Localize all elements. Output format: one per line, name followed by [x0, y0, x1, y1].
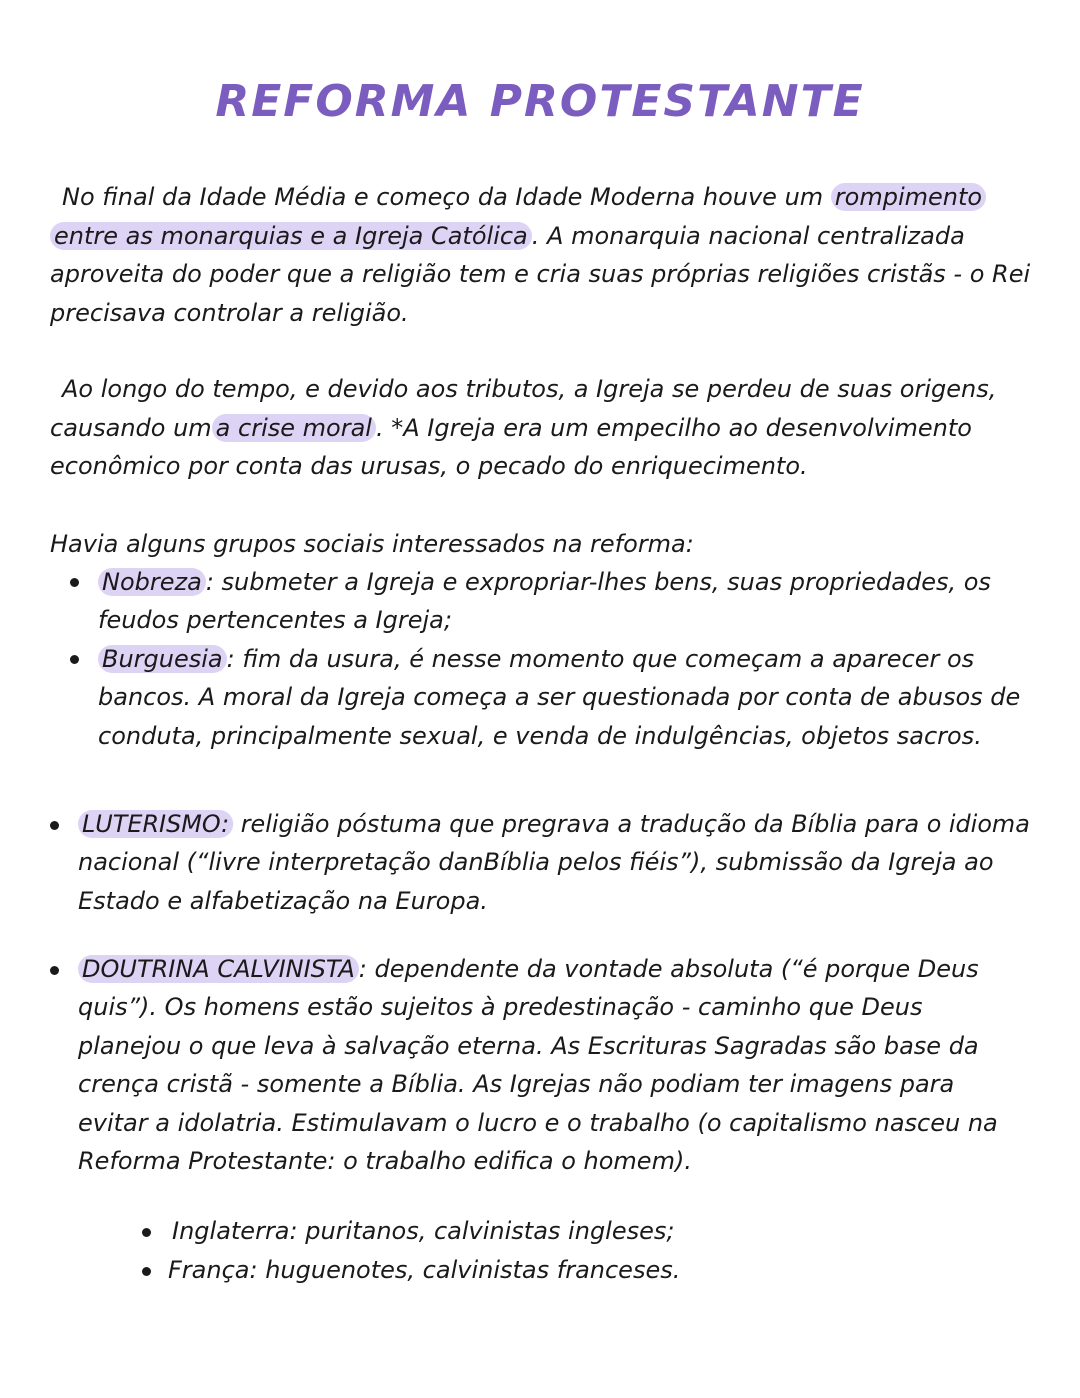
- calvinismo-line-1: [78, 950, 979, 988]
- text: . *A Igreja era um empecilho ao desenvolvimento: [375, 414, 972, 442]
- page-title: REFORMA PROTESTANTE: [215, 76, 865, 127]
- p1-line-1: [62, 178, 986, 216]
- text: . A monarquia nacional centralizada: [531, 222, 965, 250]
- bullet-icon: [50, 966, 59, 975]
- luterismo-line-2: nacional (“livre interpretação danBíblia pelos fiéis”), submissão da Igreja ao: [78, 848, 994, 876]
- calvinismo-line-5: evitar a idolatria. Estimulavam o lucro e o trabalho (o capitalismo nasceu na: [78, 1109, 998, 1137]
- p2-line-2: [50, 409, 972, 447]
- text: No final da Idade Média e começo da Idade Moderna houve um: [62, 183, 831, 211]
- p1-line-2: [50, 217, 965, 255]
- text: : submeter a Igreja e expropriar-lhes bens, suas propriedades, os: [205, 568, 991, 596]
- text: : dependente da vontade absoluta (“é porque Deus: [358, 955, 979, 983]
- highlight-monarquias: entre as monarquias e a Igreja Católica: [50, 222, 532, 250]
- burguesia-line-3: conduta, principalmente sexual, e venda de indulgências, objetos sacros.: [98, 722, 982, 750]
- bullet-icon: [50, 821, 59, 830]
- text: : fim da usura, é nesse momento que começam a aparecer os: [226, 645, 975, 673]
- nobreza-line-2: feudos pertencentes a Igreja;: [98, 606, 452, 634]
- highlight-calvinista: DOUTRINA CALVINISTA: [78, 955, 359, 983]
- calvinismo-line-3: planejou o que leva à salvação eterna. As Escrituras Sagradas são base da: [78, 1032, 979, 1060]
- bullet-icon: [142, 1267, 151, 1276]
- calvinismo-line-2: quis”). Os homens estão sujeitos à predestinação - caminho que Deus: [78, 993, 923, 1021]
- luterismo-line-1: [78, 805, 1030, 843]
- highlight-crise-moral: a crise moral: [212, 414, 376, 442]
- p2-line-1: Ao longo do tempo, e devido aos tributos, a Igreja se perdeu de suas origens,: [62, 375, 997, 403]
- sub-item-franca: França: huguenotes, calvinistas franceses.: [168, 1256, 681, 1284]
- calvinismo-line-6: Reforma Protestante: o trabalho edifica o homem).: [78, 1147, 692, 1175]
- sub-item-inglaterra: Inglaterra: puritanos, calvinistas ingleses;: [172, 1217, 675, 1245]
- highlight-rompimento: rompimento: [831, 183, 986, 211]
- burguesia-line-1: [98, 640, 974, 678]
- p1-line-3: aproveita do poder que a religião tem e cria suas próprias religiões cristãs - o Rei: [50, 260, 1031, 288]
- text: religião póstuma que pregrava a tradução da Bíblia para o idioma: [233, 810, 1030, 838]
- bullet-icon: [70, 578, 79, 587]
- p2-line-3: econômico por conta das urusas, o pecado do enriquecimento.: [50, 452, 808, 480]
- text: causando um: [50, 414, 212, 442]
- highlight-luterismo: LUTERISMO:: [78, 810, 233, 838]
- calvinismo-line-4: crença cristã - somente a Bíblia. As Igrejas não podiam ter imagens para: [78, 1070, 955, 1098]
- highlight-burguesia: Burguesia: [98, 645, 227, 673]
- luterismo-line-3: Estado e alfabetização na Europa.: [78, 887, 488, 915]
- bullet-icon: [70, 655, 79, 664]
- bullet-icon: [142, 1228, 151, 1237]
- nobreza-line-1: [98, 563, 991, 601]
- p1-line-4: precisava controlar a religião.: [50, 299, 409, 327]
- burguesia-line-2: bancos. A moral da Igreja começa a ser questionada por conta de abusos de: [98, 683, 1021, 711]
- groups-intro: Havia alguns grupos sociais interessados na reforma:: [50, 530, 694, 558]
- highlight-nobreza: Nobreza: [98, 568, 206, 596]
